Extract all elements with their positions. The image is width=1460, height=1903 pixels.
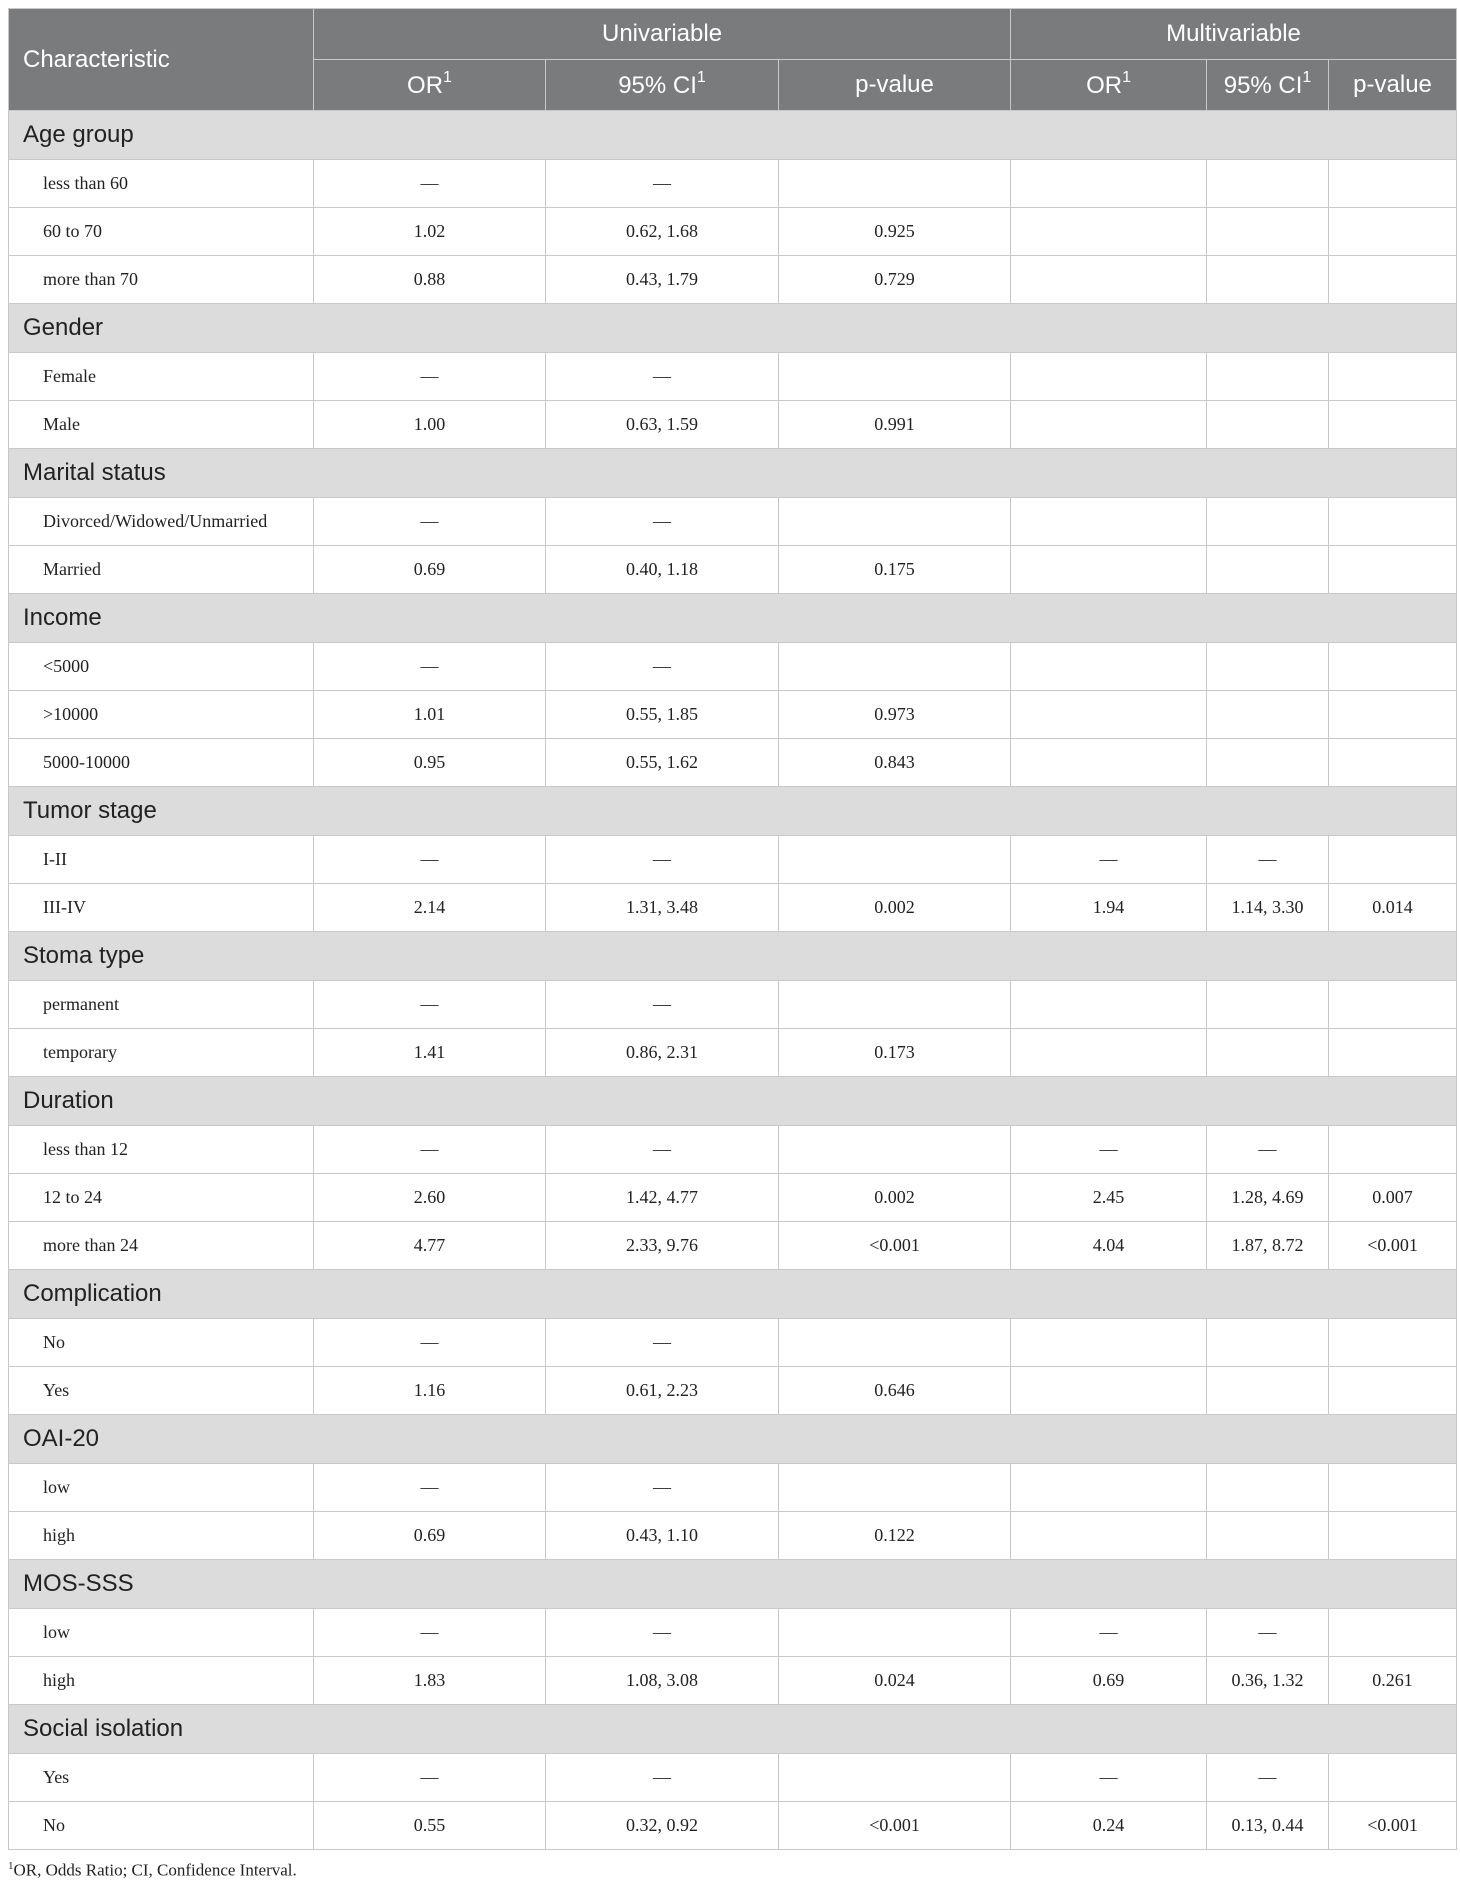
cell-multivariable-or [1011, 1512, 1207, 1560]
group-label: OAI-20 [9, 1415, 1457, 1464]
cell-multivariable-or [1011, 160, 1207, 208]
cell-multivariable-or [1011, 739, 1207, 787]
cell-multivariable-ci: — [1207, 1126, 1329, 1174]
cell-univariable-ci: 0.62, 1.68 [546, 208, 779, 256]
table-row [9, 1609, 1457, 1657]
table-row [9, 1174, 1457, 1222]
cell-univariable-or: 1.16 [314, 1367, 546, 1415]
cell-multivariable-pvalue [1329, 498, 1457, 546]
group-row [9, 594, 1457, 643]
cell-univariable-or: 1.41 [314, 1029, 546, 1077]
cell-multivariable-ci [1207, 353, 1329, 401]
table-row [9, 1029, 1457, 1077]
ci-label: 95% CI [618, 71, 697, 99]
cell-univariable-or: — [314, 1754, 546, 1802]
footnote-marker: 1 [696, 68, 706, 86]
cell-multivariable-or [1011, 1029, 1207, 1077]
cell-multivariable-pvalue [1329, 160, 1457, 208]
table-body [9, 111, 1457, 1850]
cell-univariable-pvalue [779, 1754, 1011, 1802]
cell-multivariable-or: — [1011, 836, 1207, 884]
cell-univariable-or: — [314, 160, 546, 208]
cell-multivariable-ci [1207, 691, 1329, 739]
ci-label: 95% CI [1223, 71, 1303, 99]
row-label: low [9, 1464, 314, 1512]
cell-multivariable-ci: 1.14, 3.30 [1207, 884, 1329, 932]
cell-multivariable-or [1011, 1367, 1207, 1415]
row-label: No [9, 1802, 314, 1850]
cell-univariable-or: 0.95 [314, 739, 546, 787]
table-row [9, 546, 1457, 594]
cell-multivariable-ci: 0.36, 1.32 [1207, 1657, 1329, 1705]
cell-univariable-ci: — [546, 1319, 779, 1367]
cell-univariable-pvalue: 0.175 [779, 546, 1011, 594]
cell-univariable-pvalue: <0.001 [779, 1222, 1011, 1270]
table-row [9, 498, 1457, 546]
cell-multivariable-pvalue [1329, 1029, 1457, 1077]
cell-univariable-pvalue: 0.173 [779, 1029, 1011, 1077]
row-label: high [9, 1512, 314, 1560]
header-univariable: Univariable [314, 9, 1011, 60]
footnote-marker: 1 [443, 68, 452, 86]
cell-multivariable-or: 4.04 [1011, 1222, 1207, 1270]
cell-univariable-pvalue [779, 353, 1011, 401]
group-label: Age group [9, 111, 1457, 160]
table-row [9, 256, 1457, 304]
cell-univariable-ci: 0.86, 2.31 [546, 1029, 779, 1077]
table-row [9, 1512, 1457, 1560]
row-label: Yes [9, 1754, 314, 1802]
cell-multivariable-pvalue: 0.261 [1329, 1657, 1457, 1705]
cell-multivariable-ci [1207, 1464, 1329, 1512]
table-row [9, 1754, 1457, 1802]
cell-univariable-ci: 0.32, 0.92 [546, 1802, 779, 1850]
cell-univariable-pvalue [779, 1126, 1011, 1174]
cell-multivariable-or: 2.45 [1011, 1174, 1207, 1222]
cell-univariable-pvalue: 0.002 [779, 884, 1011, 932]
row-label: 12 to 24 [9, 1174, 314, 1222]
header-multivariable-or [1011, 60, 1207, 111]
table-row [9, 739, 1457, 787]
cell-multivariable-pvalue: 0.014 [1329, 884, 1457, 932]
cell-multivariable-pvalue [1329, 546, 1457, 594]
cell-univariable-or: — [314, 498, 546, 546]
row-label: 60 to 70 [9, 208, 314, 256]
row-label: III-IV [9, 884, 314, 932]
regression-table [8, 8, 1457, 1850]
cell-univariable-pvalue: 0.122 [779, 1512, 1011, 1560]
cell-univariable-or: — [314, 353, 546, 401]
cell-univariable-pvalue [779, 1609, 1011, 1657]
cell-multivariable-pvalue [1329, 1512, 1457, 1560]
group-label: Tumor stage [9, 787, 1457, 836]
table-row [9, 691, 1457, 739]
cell-univariable-ci: 1.08, 3.08 [546, 1657, 779, 1705]
cell-multivariable-pvalue [1329, 353, 1457, 401]
row-label: permanent [9, 981, 314, 1029]
row-label: Married [9, 546, 314, 594]
cell-multivariable-ci: 1.28, 4.69 [1207, 1174, 1329, 1222]
cell-univariable-pvalue [779, 643, 1011, 691]
cell-multivariable-ci [1207, 208, 1329, 256]
cell-univariable-ci: — [546, 353, 779, 401]
row-label: low [9, 1609, 314, 1657]
header-multivariable: Multivariable [1011, 9, 1457, 60]
cell-univariable-or: 1.00 [314, 401, 546, 449]
cell-multivariable-or [1011, 691, 1207, 739]
cell-multivariable-pvalue: <0.001 [1329, 1802, 1457, 1850]
group-row [9, 1270, 1457, 1319]
group-label: Social isolation [9, 1705, 1457, 1754]
cell-univariable-ci: 1.31, 3.48 [546, 884, 779, 932]
row-label: 5000-10000 [9, 739, 314, 787]
group-label: Duration [9, 1077, 1457, 1126]
row-label: >10000 [9, 691, 314, 739]
cell-univariable-ci: — [546, 1464, 779, 1512]
footnote-text: OR, Odds Ratio; CI, Confidence Interval. [13, 1860, 297, 1880]
cell-univariable-or: — [314, 981, 546, 1029]
cell-univariable-ci: — [546, 160, 779, 208]
table-header [9, 9, 1457, 111]
table-row [9, 884, 1457, 932]
group-row [9, 304, 1457, 353]
row-label: less than 60 [9, 160, 314, 208]
cell-univariable-or: — [314, 643, 546, 691]
cell-univariable-ci: — [546, 1609, 779, 1657]
cell-multivariable-ci: 0.13, 0.44 [1207, 1802, 1329, 1850]
cell-univariable-pvalue: 0.646 [779, 1367, 1011, 1415]
group-label: Stoma type [9, 932, 1457, 981]
table-row [9, 836, 1457, 884]
row-label: Female [9, 353, 314, 401]
cell-multivariable-ci [1207, 1319, 1329, 1367]
cell-multivariable-ci: — [1207, 1609, 1329, 1657]
cell-univariable-pvalue: 0.925 [779, 208, 1011, 256]
cell-multivariable-or [1011, 208, 1207, 256]
footnote-marker: 1 [1302, 68, 1312, 86]
table-row [9, 160, 1457, 208]
group-row [9, 1705, 1457, 1754]
cell-multivariable-or [1011, 1319, 1207, 1367]
cell-univariable-ci: — [546, 981, 779, 1029]
cell-univariable-pvalue [779, 1319, 1011, 1367]
group-row [9, 1560, 1457, 1609]
group-label: Marital status [9, 449, 1457, 498]
cell-multivariable-or: — [1011, 1754, 1207, 1802]
cell-multivariable-pvalue [1329, 643, 1457, 691]
cell-multivariable-or: 0.69 [1011, 1657, 1207, 1705]
cell-multivariable-or [1011, 353, 1207, 401]
cell-univariable-or: — [314, 1464, 546, 1512]
cell-multivariable-pvalue: 0.007 [1329, 1174, 1457, 1222]
row-label: more than 70 [9, 256, 314, 304]
cell-univariable-ci: 0.40, 1.18 [546, 546, 779, 594]
cell-multivariable-ci [1207, 546, 1329, 594]
header-univariable-pvalue: p-value [779, 60, 1011, 111]
table-row [9, 1222, 1457, 1270]
cell-univariable-ci: 2.33, 9.76 [546, 1222, 779, 1270]
cell-univariable-ci: 0.43, 1.79 [546, 256, 779, 304]
cell-multivariable-pvalue [1329, 1609, 1457, 1657]
cell-univariable-pvalue [779, 836, 1011, 884]
cell-multivariable-pvalue [1329, 401, 1457, 449]
cell-multivariable-ci [1207, 160, 1329, 208]
cell-univariable-or: 2.60 [314, 1174, 546, 1222]
cell-univariable-or: 1.02 [314, 208, 546, 256]
cell-univariable-ci: 0.61, 2.23 [546, 1367, 779, 1415]
cell-univariable-or: — [314, 836, 546, 884]
group-row [9, 1077, 1457, 1126]
table-row [9, 1367, 1457, 1415]
or-label: OR [1086, 71, 1123, 99]
cell-multivariable-or: 1.94 [1011, 884, 1207, 932]
header-multivariable-pvalue: p-value [1329, 60, 1457, 111]
cell-univariable-pvalue [779, 981, 1011, 1029]
row-label: Yes [9, 1367, 314, 1415]
cell-multivariable-or: 0.24 [1011, 1802, 1207, 1850]
results-table-container [8, 8, 1456, 1881]
cell-univariable-ci: — [546, 643, 779, 691]
cell-univariable-pvalue: 0.843 [779, 739, 1011, 787]
table-row [9, 208, 1457, 256]
cell-multivariable-ci [1207, 498, 1329, 546]
cell-univariable-pvalue: <0.001 [779, 1802, 1011, 1850]
group-label: Income [9, 594, 1457, 643]
cell-multivariable-or: — [1011, 1609, 1207, 1657]
cell-univariable-ci: 0.43, 1.10 [546, 1512, 779, 1560]
cell-multivariable-ci [1207, 1367, 1329, 1415]
cell-multivariable-or [1011, 981, 1207, 1029]
cell-univariable-pvalue: 0.729 [779, 256, 1011, 304]
cell-univariable-or: 0.55 [314, 1802, 546, 1850]
cell-multivariable-or: — [1011, 1126, 1207, 1174]
cell-univariable-pvalue: 0.002 [779, 1174, 1011, 1222]
or-label: OR [407, 71, 444, 99]
cell-multivariable-ci [1207, 256, 1329, 304]
header-univariable-or [314, 60, 546, 111]
footnote-marker: 1 [1122, 68, 1131, 86]
cell-univariable-ci: — [546, 498, 779, 546]
cell-univariable-ci: 0.63, 1.59 [546, 401, 779, 449]
group-row [9, 932, 1457, 981]
row-label: less than 12 [9, 1126, 314, 1174]
row-label: I-II [9, 836, 314, 884]
cell-univariable-or: 0.69 [314, 546, 546, 594]
cell-univariable-ci: 0.55, 1.85 [546, 691, 779, 739]
table-row [9, 353, 1457, 401]
cell-multivariable-ci: 1.87, 8.72 [1207, 1222, 1329, 1270]
cell-multivariable-pvalue [1329, 981, 1457, 1029]
cell-univariable-ci: 0.55, 1.62 [546, 739, 779, 787]
table-row [9, 1126, 1457, 1174]
group-row [9, 787, 1457, 836]
table-row [9, 981, 1457, 1029]
cell-univariable-ci: 1.42, 4.77 [546, 1174, 779, 1222]
table-row [9, 643, 1457, 691]
cell-univariable-pvalue: 0.024 [779, 1657, 1011, 1705]
table-row [9, 1319, 1457, 1367]
cell-multivariable-or [1011, 546, 1207, 594]
cell-univariable-or: 1.83 [314, 1657, 546, 1705]
cell-multivariable-pvalue [1329, 1367, 1457, 1415]
cell-multivariable-pvalue [1329, 1464, 1457, 1512]
cell-multivariable-ci [1207, 643, 1329, 691]
cell-multivariable-ci [1207, 1029, 1329, 1077]
cell-univariable-or: — [314, 1319, 546, 1367]
table-row [9, 401, 1457, 449]
cell-univariable-or: — [314, 1609, 546, 1657]
header-characteristic: Characteristic [9, 9, 314, 111]
cell-multivariable-pvalue [1329, 1754, 1457, 1802]
group-label: Gender [9, 304, 1457, 353]
cell-multivariable-pvalue [1329, 739, 1457, 787]
cell-univariable-pvalue: 0.973 [779, 691, 1011, 739]
group-row [9, 111, 1457, 160]
footnote-marker: 1 [8, 1860, 14, 1872]
cell-multivariable-pvalue [1329, 208, 1457, 256]
cell-univariable-ci: — [546, 1126, 779, 1174]
header-multivariable-ci [1207, 60, 1329, 111]
group-row [9, 449, 1457, 498]
table-row [9, 1464, 1457, 1512]
cell-univariable-or: 0.88 [314, 256, 546, 304]
cell-univariable-ci: — [546, 1754, 779, 1802]
cell-univariable-pvalue: 0.991 [779, 401, 1011, 449]
cell-univariable-pvalue [779, 498, 1011, 546]
row-label: Male [9, 401, 314, 449]
cell-multivariable-or [1011, 643, 1207, 691]
cell-univariable-or: 2.14 [314, 884, 546, 932]
row-label: high [9, 1657, 314, 1705]
cell-univariable-pvalue [779, 160, 1011, 208]
cell-multivariable-ci [1207, 1512, 1329, 1560]
row-label: more than 24 [9, 1222, 314, 1270]
cell-multivariable-pvalue [1329, 1126, 1457, 1174]
row-label: <5000 [9, 643, 314, 691]
cell-multivariable-or [1011, 256, 1207, 304]
cell-multivariable-ci [1207, 401, 1329, 449]
cell-multivariable-ci: — [1207, 1754, 1329, 1802]
cell-multivariable-ci [1207, 981, 1329, 1029]
cell-multivariable-or [1011, 401, 1207, 449]
cell-univariable-or: 0.69 [314, 1512, 546, 1560]
cell-multivariable-pvalue [1329, 691, 1457, 739]
row-label: No [9, 1319, 314, 1367]
group-label: MOS-SSS [9, 1560, 1457, 1609]
cell-univariable-pvalue [779, 1464, 1011, 1512]
group-label: Complication [9, 1270, 1457, 1319]
header-univariable-ci [546, 60, 779, 111]
cell-multivariable-pvalue [1329, 256, 1457, 304]
cell-multivariable-or [1011, 498, 1207, 546]
table-row [9, 1657, 1457, 1705]
cell-multivariable-ci [1207, 739, 1329, 787]
row-label: Divorced/Widowed/Unmarried [9, 498, 314, 546]
cell-multivariable-pvalue: <0.001 [1329, 1222, 1457, 1270]
cell-multivariable-or [1011, 1464, 1207, 1512]
table-row [9, 1802, 1457, 1850]
cell-multivariable-pvalue [1329, 836, 1457, 884]
cell-univariable-or: — [314, 1126, 546, 1174]
cell-univariable-or: 4.77 [314, 1222, 546, 1270]
row-label: temporary [9, 1029, 314, 1077]
cell-multivariable-ci: — [1207, 836, 1329, 884]
cell-multivariable-pvalue [1329, 1319, 1457, 1367]
table-footnote [8, 1860, 1456, 1881]
cell-univariable-ci: — [546, 836, 779, 884]
cell-univariable-or: 1.01 [314, 691, 546, 739]
group-row [9, 1415, 1457, 1464]
